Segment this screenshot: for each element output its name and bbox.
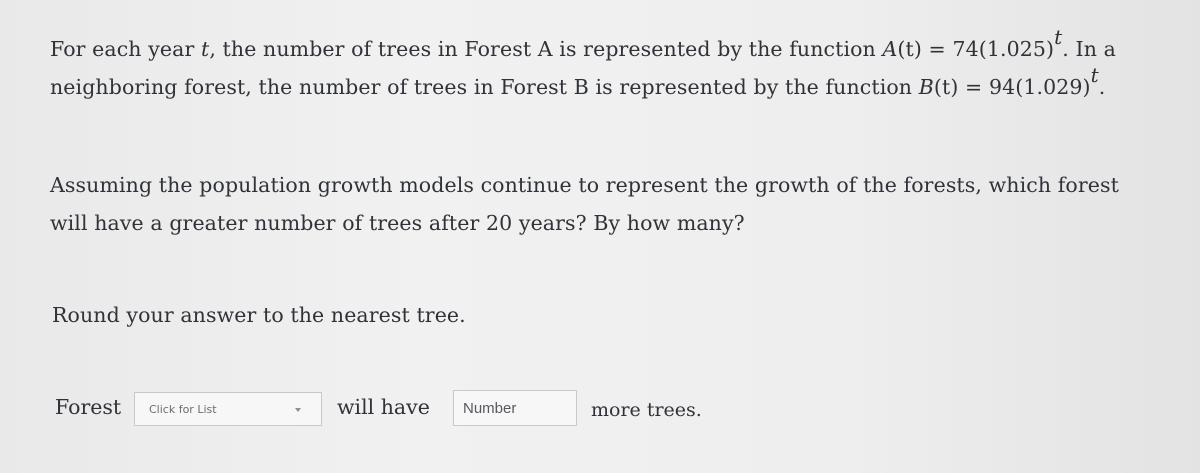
function-a-rhs: = 74(1.025)	[921, 37, 1055, 61]
variable-t: t	[200, 37, 210, 61]
question-paragraph-prompt: Assuming the population growth models continue to represent the growth of the forests, which forest will have a greater number of trees after 20 years? By how many?	[50, 173, 1119, 235]
function-a-exponent: t	[1054, 25, 1063, 50]
function-b-formula	[918, 63, 1099, 99]
function-a-name: A	[882, 37, 898, 61]
function-b-arg: (t)	[933, 75, 959, 99]
function-b-name: B	[918, 75, 934, 99]
function-a-formula	[882, 25, 1063, 61]
forest-label: Forest	[55, 395, 122, 419]
forest-select-placeholder: Click for List	[149, 403, 217, 416]
function-b-exponent: t	[1090, 63, 1099, 88]
question-paragraph-functions	[50, 25, 1170, 106]
end-period: .	[1098, 75, 1106, 99]
will-have-label: will have	[337, 395, 430, 419]
intro-text: For each year	[50, 37, 201, 61]
answer-row	[55, 388, 955, 428]
chevron-down-icon	[295, 408, 301, 412]
function-b-rhs: = 94(1.029)	[958, 75, 1091, 99]
forest-select-dropdown[interactable]	[134, 392, 322, 426]
function-a-arg: (t)	[897, 37, 922, 61]
more-trees-label: more trees.	[591, 399, 702, 421]
number-input[interactable]	[453, 390, 577, 426]
comma-text: ,	[209, 37, 216, 61]
rounding-instruction: Round your answer to the nearest tree.	[52, 303, 466, 327]
middle-text: the number of trees in Forest A is represented by the function	[215, 37, 883, 61]
after-a-text: . In a neighboring forest, the number of trees in Forest B is represented by the function	[50, 37, 1116, 99]
